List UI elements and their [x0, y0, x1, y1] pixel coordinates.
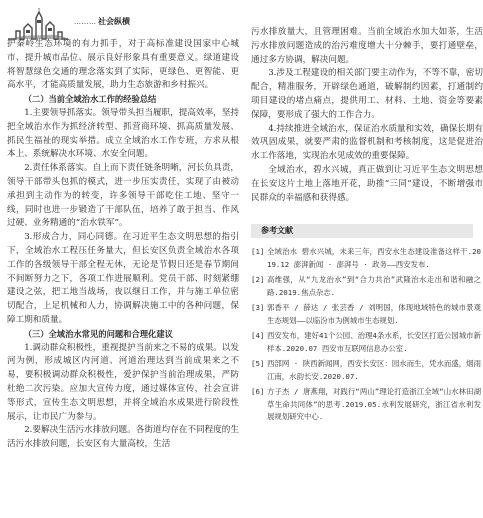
reference-number: [2]	[251, 275, 265, 284]
reference-text: 高维强，从“九龙治水”到“合力共治”武隆治水走出和谐和融之路.2019.焦点杂志.	[267, 275, 481, 297]
reference-text: 西安发布，建好41个公园、治理4条水系，长安区打造公园城市新样本.2020.07 西安市互联网信息办公室.	[267, 331, 481, 353]
left-column	[7, 38, 239, 452]
reference-item	[251, 302, 481, 327]
reference-item	[251, 330, 481, 355]
building-logo-icon	[6, 6, 70, 40]
paragraph: 护秦岭生态环境的有力抓手，对于高标准建设国家中心城市、提升城市品位、展示良好形象具有重要意义。绿道建设将智慧绿色交通的理念落实到了实际，更绿色、更智能、更高水平，才能高质量发展，助力生态旅游和乡村振兴。	[7, 39, 239, 91]
reference-item	[251, 246, 481, 271]
header-dots: ………	[74, 18, 97, 26]
reference-text: 方子杰 / 唐燕翔，对践行“两山”理论打造浙江全域“山水林田湖草生命共同体”的思考.2019.05.水利发展研究，浙江省水利发展规划研究中心.	[267, 387, 481, 421]
reference-number: [6]	[251, 387, 265, 396]
paragraph: 1.调动群众积极性，重视提护当前来之不易的成果。以发河为例，形成城区内河道、河道治理达到当前成果来之不易，要积极调动群众积极性，爱护保护当前治理成果，严防杜绝二次污染。应加大宣传力度，通过媒体宣传，社会宣讲等形式，宣传生态文明思想，并将全域治水成果进行阶段性展示，让市民广为参与。	[7, 342, 239, 422]
section-heading: （二）当前全域治水工作的经验总结	[23, 94, 157, 105]
reference-number: [5]	[251, 359, 265, 368]
references-list	[251, 246, 481, 424]
right-column	[251, 26, 483, 205]
reference-item	[251, 358, 481, 383]
reference-text: 西部网 · 陕西新闻网，西安长安区：园水而生，凭水而盛，烟雨江南，水韵长安.2020.07.	[267, 359, 481, 381]
column-name: 社会纵横	[98, 17, 130, 26]
reference-number: [1]	[251, 247, 265, 256]
reference-item	[251, 386, 481, 424]
reference-number: [4]	[251, 331, 265, 340]
references-section	[251, 224, 481, 427]
paragraph: 2.要解决生活污水排放问题。各街道均存在不同程度的生活污水排放问题，长安区有大量高校，生活	[7, 425, 239, 450]
paragraph: 3.涉及工程建设的相关部门要主动作为，不等不靠，密切配合，精准服务，开辟绿色通道，破解制约因素，打通制约项目建设的堵点痛点，提供用工、材料、土地、资金等要素保障，要形成了强大的工作合力。	[251, 68, 483, 120]
paragraph: 4.持续推进全域治水，保证治水质量和实效，确保长期有效巩固成果，就要严肃的监督机制和考核制度，这是促进治水工作落地，实现治水见成效的重要保障。	[251, 123, 483, 162]
paragraph: 污水排放量大，且管理困难。当前全域治水加大如茶，生活污水排放问题造成的治污难度增大十分棘手，要打通壁垒，通过多方协调，解决问题。	[251, 27, 483, 65]
reference-number: [3]	[251, 303, 265, 312]
references-title: 参考文献	[251, 224, 473, 238]
reference-item	[251, 274, 481, 299]
paragraph: 全域治水，碧水兴城，真正做到让习近平生态文明思想在长安这片土地上落地开花，助推“三同”建设，不断增强市民群众的幸福感和获得感。	[251, 164, 483, 203]
reference-text: 郭香平 / 薛达 / 张芸香 / 刘明国，体现地域特色的城市景观生态规划——以临汾市为例城市生态规划.	[267, 303, 481, 325]
paragraph: 1.主要领导抓落实。领导带头担当履职，提高效率，坚持把全域治水作为抓经济转型、抓营商环境、抓高质量发展、抓民生福祉的现实举措。成立全域治水工作专班，方求从根本上、系统解决水环境、水安全问题。	[7, 107, 239, 160]
paragraph: 2.责任体系落实。自上而下责任链条明晰，河长负具责，领导干部带头包抓的模式，进一步压实责任，实现了由被动承担到主动作为的转变，许多领导干部吃住工地、坚守一线，同时也进一步锻造了干部队伍，培养了敢于担当、作风过硬、业务精通的“治水铁军”。	[7, 163, 239, 229]
section-heading: （三）全域治水常见的问题和合理化建议	[23, 328, 173, 339]
paragraph: 3.形成合力，同心同德。在习近平生态文明思想的指引下，全域治水工程压任务量大，但长安区负责全域治水各项工作的各级领导干部全程无休，无论是节假日还是春节期间不间断努力之下，各项工作进展顺利。党员干部、时刻紧绷建设之弦，把工地当战场，夜以继日工作，并与施工单位密切配合，上足机械和人力，协调解决施工中的各种问题，保障工期和质量。	[7, 232, 239, 325]
reference-text: 全域治水 碧水兴城，未来三年，西安水生态建设准备这样干.2019.12 澎湃新闻 · 澎湃号 · 政务——西安发布.	[267, 247, 481, 269]
